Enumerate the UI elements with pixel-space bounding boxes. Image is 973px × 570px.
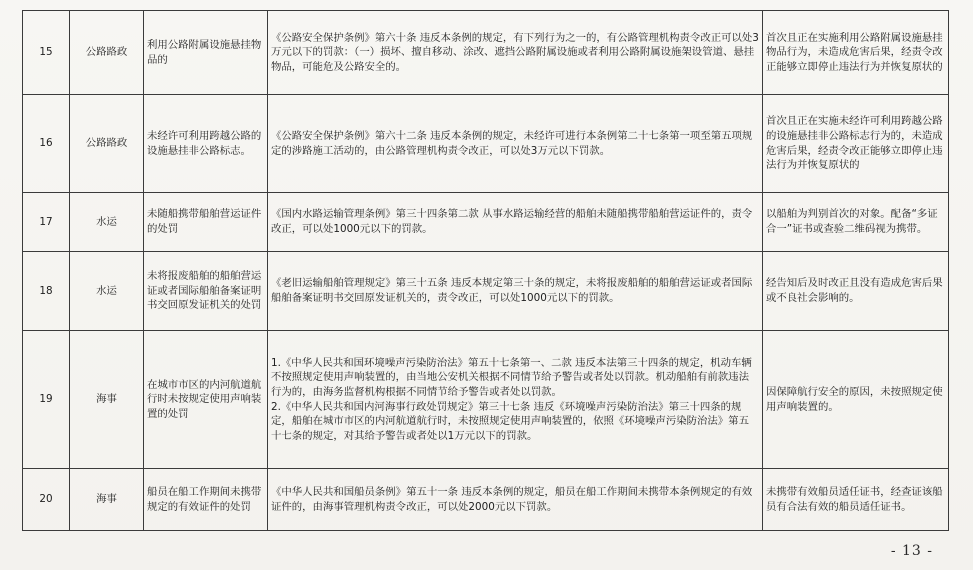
- table-row: [23, 469, 949, 531]
- violation-item-cell: 船员在船工作期间未携带规定的有效证件的处罚: [144, 469, 268, 531]
- legal-basis-text: 《中华人民共和国船员条例》第五十一条 违反本条例的规定，船员在船工作期间未携带本条例规定的有效证件的，由海事管理机构责令改正，可以处2000元以下罚款。: [271, 485, 753, 513]
- violation-item-cell: 利用公路附属设施悬挂物品的: [144, 11, 268, 95]
- category-cell: 海事: [70, 331, 144, 469]
- category-cell: 海事: [70, 469, 144, 531]
- exemption-table: [22, 10, 949, 531]
- legal-basis-text: 1.《中华人民共和国环境噪声污染防治法》第五十七条第一、二款 违反本法第三十四条的规定，机动车辆不按照规定使用声响装置的，由当地公安机关根据不同情节给予警告或者处以罚款。机动船舶有前款违法行为的，由海务监督机构根据不同情节给予警告或者处以罚款。: [271, 356, 752, 398]
- table-row: [23, 193, 949, 252]
- violation-item-cell: 未将报废船舶的船舶营运证或者国际船舶备案证明书交回原发证机关的处罚: [144, 252, 268, 331]
- violation-item-cell: 在城市市区的内河航道航行时未按规定使用声响装置的处罚: [144, 331, 268, 469]
- legal-basis-cell: [268, 95, 763, 193]
- legal-basis-text: 《公路安全保护条例》第六十条 违反本条例的规定，有下列行为之一的，有公路管理机构责令改正可以处3万元以下的罚款：（一）损坏、擅自移动、涂改、遮挡公路附属设施或者利用公路附属设施架设管道、悬挂物品，可能危及公路安全的。: [271, 31, 759, 73]
- exemption-condition-cell: 首次且正在实施利用公路附属设施悬挂物品行为，未造成危害后果，经责令改正能够立即停止违法行为并恢复原状的: [763, 11, 949, 95]
- category-cell: 水运: [70, 252, 144, 331]
- legal-basis-text: 《老旧运输船舶管理规定》第三十五条 违反本规定第三十条的规定，未将报废船舶的船舶营运证或者国际船舶备案证明书交回原发证机关的，责令改正，可以处1000元以下的罚款。: [271, 277, 753, 304]
- table-row: [23, 95, 949, 193]
- exemption-condition-cell: 未携带有效船员适任证书，经查证该船员有合法有效的船员适任证书。: [763, 469, 949, 531]
- row-number: 20: [23, 469, 70, 531]
- exemption-condition-cell: 经告知后及时改正且没有造成危害后果或不良社会影响的。: [763, 252, 949, 331]
- legal-basis-cell: [268, 331, 763, 469]
- row-number: 18: [23, 252, 70, 331]
- exemption-condition-cell: 以船舶为判别首次的对象。配备“多证合一”证书或查验二维码视为携带。: [763, 193, 949, 252]
- table-row: [23, 331, 949, 469]
- row-number: 16: [23, 95, 70, 193]
- category-cell: 公路路政: [70, 95, 144, 193]
- legal-basis-text: 《公路安全保护条例》第六十二条 违反本条例的规定，未经许可进行本条例第二十七条第一项至第五项规定的涉路施工活动的，由公路管理机构责令改正，可以处3万元以下罚款。: [271, 129, 753, 157]
- legal-basis-text: 2.《中华人民共和国内河海事行政处罚规定》第三十七条 违反《环境噪声污染防治法》第三十四条的规定，船舶在城市市区的内河航道航行时，未按照规定使用声响装置的，依照《环境噪声污染防治法》第五十七条的规定，对其给予警告或者处以1万元以下的罚款。: [271, 400, 749, 442]
- legal-basis-cell: [268, 252, 763, 331]
- row-number: 19: [23, 331, 70, 469]
- legal-basis-text: 《国内水路运输管理条例》第三十四条第二款 从事水路运输经营的船舶未随船携带船舶营运证件的，责令改正，可以处1000元以下的罚款。: [271, 208, 753, 235]
- legal-basis-cell: [268, 11, 763, 95]
- table-row: [23, 252, 949, 331]
- violation-item-cell: 未随船携带船舶营运证件的处罚: [144, 193, 268, 252]
- category-cell: 公路路政: [70, 11, 144, 95]
- row-number: 15: [23, 11, 70, 95]
- violation-item-cell: 未经许可利用跨越公路的设施悬挂非公路标志。: [144, 95, 268, 193]
- legal-basis-cell: [268, 469, 763, 531]
- table-row: [23, 11, 949, 95]
- legal-basis-cell: [268, 193, 763, 252]
- category-cell: 水运: [70, 193, 144, 252]
- exemption-condition-cell: 因保障航行安全的原因，未按照规定使用声响装置的。: [763, 331, 949, 469]
- page-number: - 13 -: [890, 543, 933, 559]
- exemption-condition-cell: 首次且正在实施未经许可利用跨越公路的设施悬挂非公路标志行为的，未造成危害后果，经责令改正能够立即停止违法行为并恢复原状的: [763, 95, 949, 193]
- row-number: 17: [23, 193, 70, 252]
